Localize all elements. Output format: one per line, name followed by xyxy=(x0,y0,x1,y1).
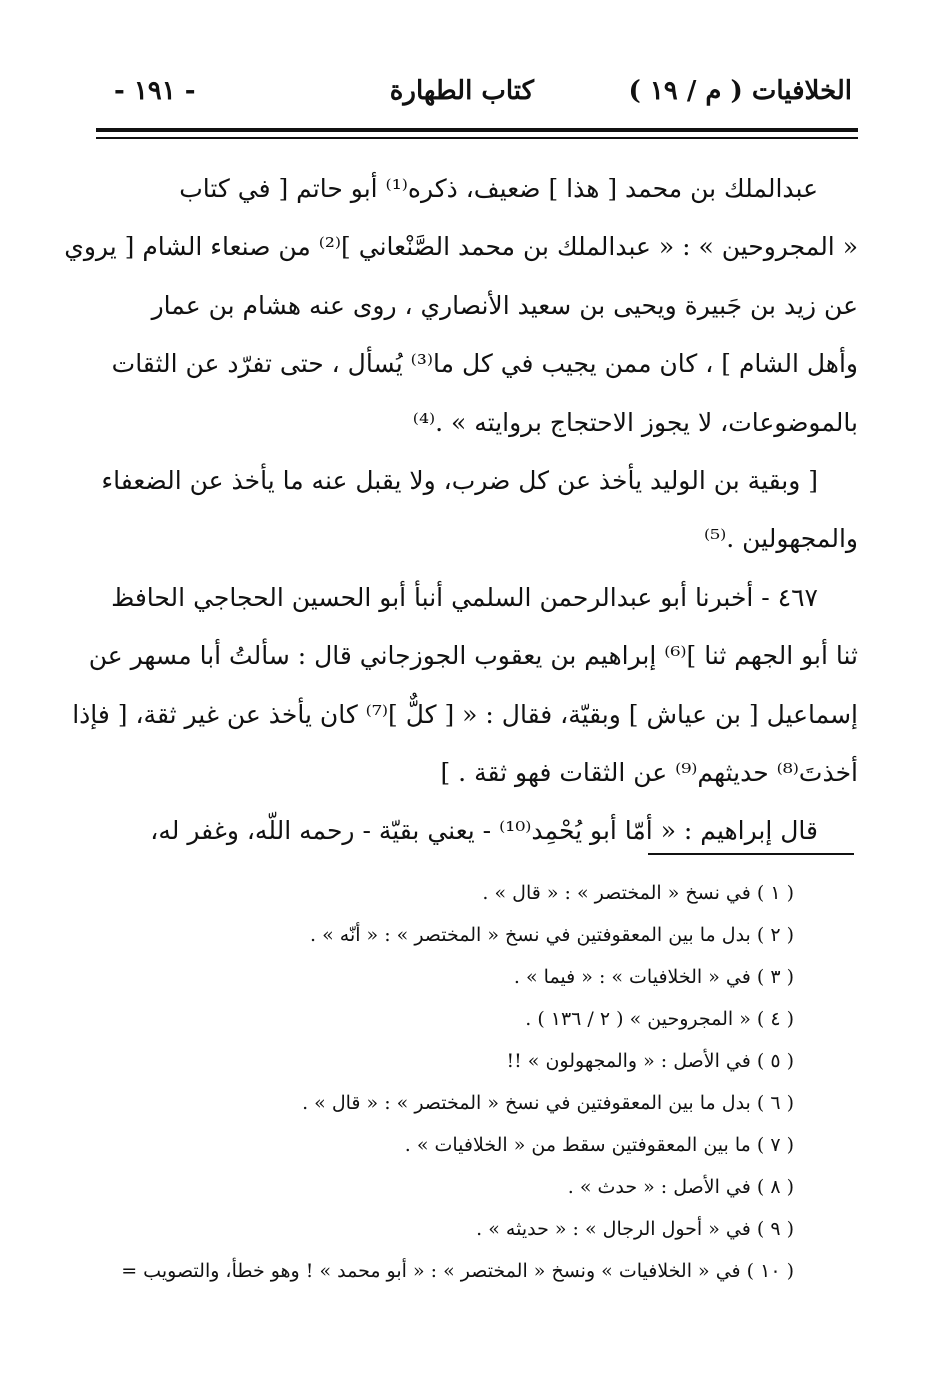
footnote: ( ٧ ) ما بين المعقوفتين سقط من « الخلافيات » . xyxy=(404,1134,794,1156)
footnote: ( ١٠ ) في « الخلافيات » ونسخ « المختصر » : « أبو محمد » ! وهو خطأ، والتصويب = xyxy=(121,1260,794,1282)
text-line: والمجهولين .⁽⁵⁾ xyxy=(703,524,858,554)
footnote: ( ٨ ) في الأصل : « حدث » . xyxy=(567,1176,794,1198)
footnote: ( ١ ) في نسخ « المختصر » : « قال » . xyxy=(482,882,794,904)
text-line: [ وبقية بن الوليد يأخذ عن كل ضرب، ولا يقبل عنه ما يأخذ عن الضعفاء xyxy=(101,465,818,495)
text-line: عن زيد بن جَبيرة ويحيى بن سعيد الأنصاري ، روى عنه هشام بن عمار xyxy=(151,290,858,320)
book-reference: الخلافيات ( م / ١٩ ) xyxy=(628,76,852,106)
text-line: قال إبراهيم : « أمّا أبو يُحْمِد⁽¹⁰⁾ - يعني بقيّة - رحمه اللّه، وغفر له، xyxy=(150,816,818,846)
header-rule-thick xyxy=(96,128,858,132)
footnote: ( ٣ ) في « الخلافيات » : « فيما » . xyxy=(513,966,794,988)
footnote: ( ٦ ) بدل ما بين المعقوفتين في نسخ « المختصر » : « قال » . xyxy=(302,1092,794,1114)
text-line: عبدالملك بن محمد [ هذا ] ضعيف، ذكره⁽¹⁾ أبو حاتم [ في كتاب xyxy=(179,174,818,203)
footnote-separator xyxy=(648,853,854,855)
footnote: ( ٥ ) في الأصل : « والمجهولون » !! xyxy=(506,1050,794,1072)
main-text xyxy=(64,160,858,861)
text-line: ٤٦٧ - أخبرنا أبو عبدالرحمن السلمي أنبأ أبو الحسين الحجاجي الحافظ xyxy=(111,582,818,612)
footnote: ( ٢ ) بدل ما بين المعقوفتين في نسخ « المختصر » : « أنّه » . xyxy=(310,924,794,946)
chapter-title: كتاب الطهارة xyxy=(389,76,534,106)
header-rule-thin xyxy=(96,137,858,139)
text-line: وأهل الشام ] ، كان ممن يجيب في كل ما⁽³⁾ يُسأل ، حتى تفرّد عن الثقات xyxy=(111,349,858,379)
text-line: ثنا أبو الجهم ثنا ]⁽⁶⁾ إبراهيم بن يعقوب الجوزجاني قال : سألتُ أبا مسهر عن xyxy=(88,641,858,671)
footnote: ( ٤ ) « المجروحين » ( ٢ / ١٣٦ ) . xyxy=(525,1008,794,1030)
page-number: - ١٩١ - xyxy=(114,76,196,106)
running-header xyxy=(96,76,852,122)
text-line: أخذتَ⁽⁸⁾ حديثهم⁽⁹⁾ عن الثقات فهو ثقة . ] xyxy=(440,757,858,787)
footnotes xyxy=(78,872,794,1292)
text-line: « المجروحين » : « عبدالملك بن محمد الصَّنْعاني ]⁽²⁾ من صنعاء الشام [ يروي xyxy=(64,232,858,262)
footnote: ( ٩ ) في « أحول الرجال » : « حديثه » . xyxy=(476,1218,794,1240)
text-line: بالموضوعات، لا يجوز الاحتجاج بروايته » .⁽⁴⁾ xyxy=(412,407,858,437)
text-line: إسماعيل [ بن عياش ] وبقيّة، فقال : « [ كلٌّ ]⁽⁷⁾ كان يأخذ عن غير ثقة، [ فإذا xyxy=(72,699,858,729)
